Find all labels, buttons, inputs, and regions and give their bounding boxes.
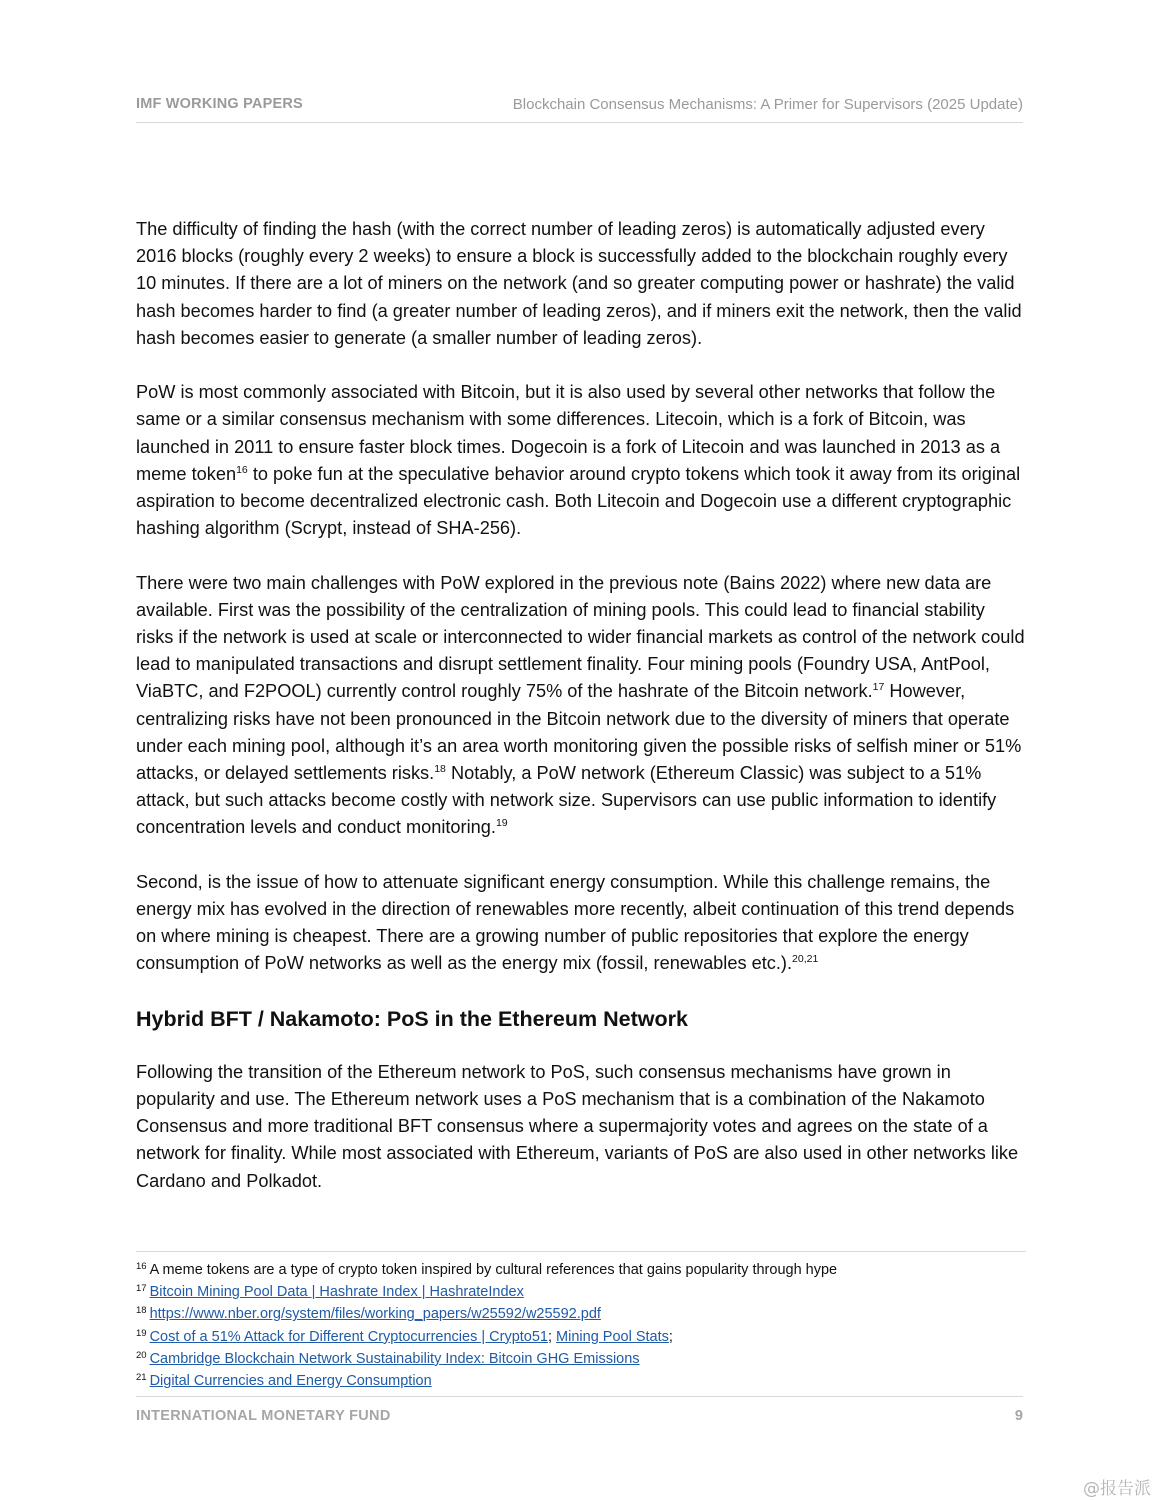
footnote-ref-16[interactable]: 16 bbox=[236, 463, 248, 476]
footnote-18: $^{18}$ https://www.nber.org/system/files/working_papers/w25592/w25592.pdf bbox=[136, 1305, 601, 1323]
digital-currencies-energy-link[interactable]: Digital Currencies and Energy Consumption bbox=[149, 1373, 432, 1390]
running-footer bbox=[136, 1396, 1023, 1424]
cambridge-index-link[interactable]: Cambridge Blockchain Network Sustainability Index: Bitcoin GHG Emissions bbox=[149, 1350, 640, 1367]
footnote-ref-17[interactable]: 17 bbox=[872, 681, 885, 694]
paragraph-pow-networks: PoW is most commonly associated with Bitcoin, but it is also used by several other networks that follow the same or a similar consensus mechanism with some differences. Litecoin, which is a fork of Bitcoin, was launched in 2011 to ensure faster block times. Dogecoin is a fork of Litecoin and was launched in 2013 as a meme token$^{16}$ to poke fun at the speculative behavior around crypto tokens which took it away from its original aspiration to become decentralized electronic cash. Both Litecoin and Dogecoin use a different cryptographic hashing algorithm (Scrypt, instead of SHA-256). bbox=[136, 382, 1021, 539]
paragraph-ethereum-pos: Following the transition of the Ethereum network to PoS, such consensus mechanisms have grown in popularity and use. The Ethereum network uses a PoS mechanism that is a combination of the Nakamoto Consensus and more traditional BFT consensus where a supermajority votes and agrees on the state of a network for finality. While most associated with Ethereum, variants of PoS are also used in other networks like Cardano and Polkadot. bbox=[136, 1061, 1019, 1191]
paragraph-energy: Second, is the issue of how to attenuate significant energy consumption. While this challenge remains, the energy mix has evolved in the direction of renewables more recently, albeit continuation of this trend depends on where mining is cheapest. There are a growing number of public repositories that explore the energy consumption of PoW networks as well as the energy mix (fossil, renewables etc.).$^{20,21}$ bbox=[136, 871, 1015, 974]
crypto51-link[interactable]: Cost of a 51% Attack for Different Cryptocurrencies | Crypto51 bbox=[149, 1328, 548, 1345]
watermark: @报告派 bbox=[1083, 1479, 1151, 1499]
page-number: 9 bbox=[1014, 1408, 1023, 1424]
paragraph-pow-challenges: There were two main challenges with PoW explored in the previous note (Bains 2022) where new data are available. First was the possibility of the centralization of mining pools. This could lead to financial stability risks if the network is used at scale or interconnected to wider financial markets as control of the network could lead to manipulated transactions and disrupt settlement finality. Four mining pools (Foundry USA, AntPool, ViaBTC, and F2POOL) currently control roughly 75% of the hashrate of the Bitcoin network.$^{17}$ However, centralizing risks have not been pronounced in the Bitcoin network due to the diversity of miners that operate under each mining pool, although it’s an area worth monitoring given the possible risks of selfish miner or 51% attacks, or delayed settlements risks.$^{18}$ Notably, a PoW network (Ethereum Classic) was subject to a 51% attack, but such attacks become costly with network size. Supervisors can use public information to identify concentration levels and conduct monitoring.$^{19}$ bbox=[136, 572, 1025, 838]
publisher-name: INTERNATIONAL MONETARY FUND bbox=[136, 1408, 391, 1424]
hashrate-index-link[interactable]: Bitcoin Mining Pool Data | Hashrate Index | HashrateIndex bbox=[149, 1284, 524, 1301]
section-heading: Hybrid BFT / Nakamoto: PoS in the Ethereum Network bbox=[136, 1006, 688, 1031]
nber-paper-link[interactable]: https://www.nber.org/system/files/working_papers/w25592/w25592.pdf bbox=[149, 1306, 601, 1323]
mining-pool-stats-link[interactable]: Mining Pool Stats bbox=[556, 1328, 669, 1345]
footnote-20: $^{20}$ Cambridge Blockchain Network Sustainability Index: Bitcoin GHG Emissions bbox=[136, 1349, 640, 1367]
series-title: IMF WORKING PAPERS bbox=[136, 96, 303, 112]
footnote-ref-18[interactable]: 18 bbox=[434, 763, 446, 776]
paper-title: Blockchain Consensus Mechanisms: A Primer for Supervisors (2025 Update) bbox=[512, 96, 1023, 113]
footnote-19: $^{19}$ Cost of a 51% Attack for Different Cryptocurrencies | Crypto51; Mining Pool Stats; bbox=[136, 1327, 673, 1345]
main-body bbox=[136, 216, 1026, 1222]
paragraph-difficulty: The difficulty of finding the hash (with the correct number of leading zeros) is automatically adjusted every 2016 blocks (roughly every 2 weeks) to ensure a block is successfully added to the blockchain roughly every 10 minutes. If there are a lot of miners on the network (and so greater computing power or hashrate) the valid hash becomes harder to find (a greater number of leading zeros), and if miners exit the network, then the valid hash becomes easier to generate (a smaller number of leading zeros). bbox=[136, 219, 1022, 348]
footnote-17: $^{17}$ Bitcoin Mining Pool Data | Hashrate Index | HashrateIndex bbox=[136, 1283, 524, 1301]
footnote-ref-20-21[interactable]: 20,21 bbox=[792, 953, 819, 966]
footnote-ref-19[interactable]: 19 bbox=[495, 817, 508, 830]
footnote-16: $^{16}$ A meme tokens are a type of crypto token inspired by cultural references that gains popularity through hype bbox=[136, 1261, 838, 1278]
running-header bbox=[136, 94, 1023, 123]
footnote-21: $^{21}$ Digital Currencies and Energy Consumption bbox=[136, 1372, 432, 1390]
footnotes bbox=[136, 1251, 1026, 1392]
